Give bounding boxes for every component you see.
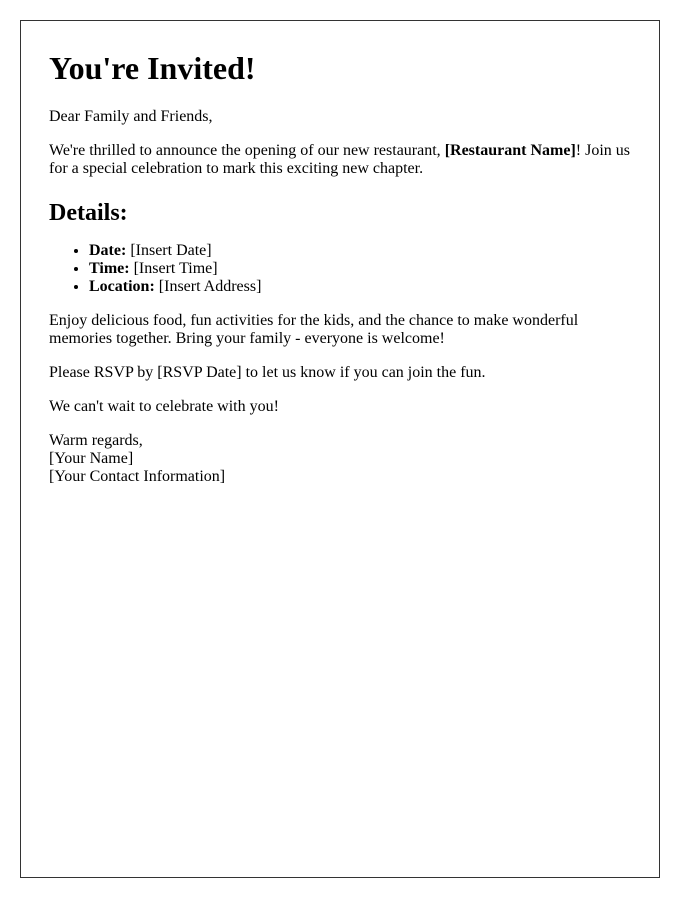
detail-value: [Insert Time] (129, 260, 218, 277)
detail-label: Time: (89, 260, 130, 277)
detail-item-time (89, 260, 639, 278)
intro-text-after: ! Join us for a special celebration to mark this exciting new chapter. (49, 142, 630, 177)
enjoy-paragraph: Enjoy delicious food, fun activities for the kids, and the chance to make wonderful memories together. Bring your family - everyone is welcome! (49, 312, 579, 347)
intro-text-before: We're thrilled to announce the opening of our new restaurant, (49, 142, 445, 159)
sign-off: Warm regards, (49, 432, 143, 449)
sender-contact: [Your Contact Information] (49, 468, 226, 485)
details-heading: Details: (49, 200, 128, 226)
detail-label: Date: (89, 242, 127, 259)
letter-title: You're Invited! (49, 50, 256, 86)
detail-value: [Insert Address] (154, 278, 262, 295)
detail-value: [Insert Date] (126, 242, 212, 259)
intro-paragraph (49, 142, 639, 178)
closing-line: We can't wait to celebrate with you! (49, 398, 279, 415)
detail-item-location (89, 278, 639, 296)
rsvp-paragraph: Please RSVP by [RSVP Date] to let us know if you can join the fun. (49, 364, 486, 381)
greeting: Dear Family and Friends, (49, 108, 213, 125)
restaurant-name: [Restaurant Name] (444, 142, 576, 159)
invitation-letter (20, 20, 660, 878)
detail-item-date (89, 242, 639, 260)
details-list (49, 242, 639, 296)
sender-name: [Your Name] (49, 450, 134, 467)
signature-block (49, 432, 639, 486)
detail-label: Location: (89, 278, 155, 295)
letter-content (49, 47, 639, 486)
